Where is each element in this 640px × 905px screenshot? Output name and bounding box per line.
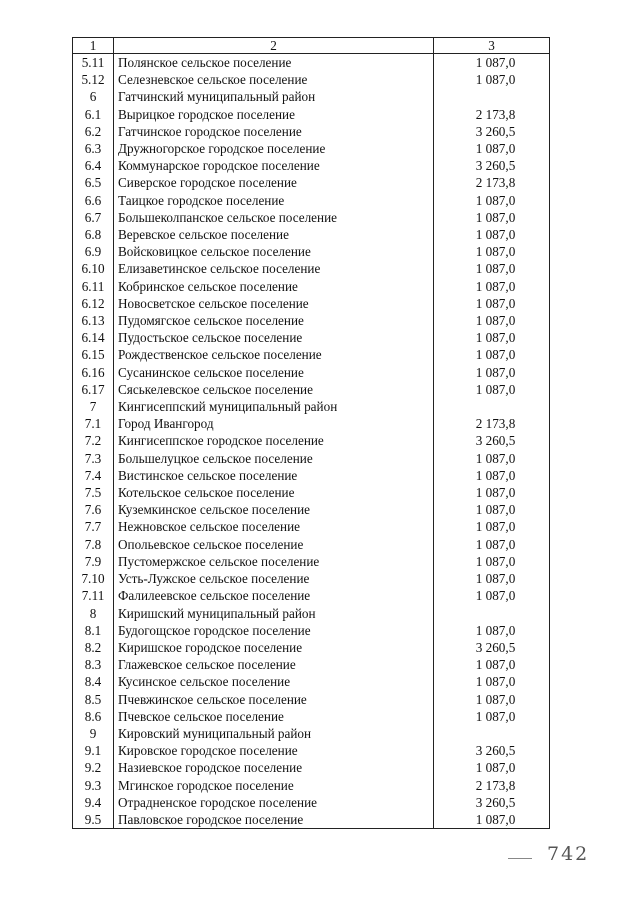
table-row [73,587,550,604]
row-number: 6.7 [73,209,114,226]
table-row [73,157,550,174]
row-value: 1 087,0 [434,759,550,776]
table-row [73,278,550,295]
row-number: 8.5 [73,691,114,708]
table-row [73,346,550,363]
table-row [73,295,550,312]
row-value: 1 087,0 [434,192,550,209]
row-value: 1 087,0 [434,553,550,570]
row-name: Пчевжинское сельское поселение [114,691,434,708]
row-name: Веревское сельское поселение [114,226,434,243]
row-name: Вистинское сельское поселение [114,467,434,484]
row-number: 9.3 [73,777,114,794]
table-row [73,536,550,553]
row-value: 1 087,0 [434,71,550,88]
row-name: Пудомягское сельское поселение [114,312,434,329]
table-row [73,174,550,191]
column-header-name: 2 [114,38,434,54]
row-name: Дружногорское городское поселение [114,140,434,157]
row-value: 1 087,0 [434,570,550,587]
table-row [73,432,550,449]
row-number: 7.3 [73,450,114,467]
row-name: Город Ивангород [114,415,434,432]
table-row [73,501,550,518]
row-value: 1 087,0 [434,295,550,312]
row-value: 3 260,5 [434,123,550,140]
row-number: 7.8 [73,536,114,553]
row-value: 1 087,0 [434,54,550,72]
table-row [73,553,550,570]
table-row [73,518,550,535]
row-number: 8.1 [73,622,114,639]
table-row [73,450,550,467]
row-number: 5.12 [73,71,114,88]
column-header-value: 3 [434,38,550,54]
row-number: 6.9 [73,243,114,260]
row-number: 6.5 [73,174,114,191]
row-number: 6.16 [73,364,114,381]
table-row [73,794,550,811]
row-value: 2 173,8 [434,106,550,123]
row-value: 1 087,0 [434,673,550,690]
row-name: Кировское городское поселение [114,742,434,759]
row-value: 1 087,0 [434,811,550,829]
row-number: 7.9 [73,553,114,570]
table-row [73,260,550,277]
row-value: 1 087,0 [434,656,550,673]
row-value: 1 087,0 [434,518,550,535]
row-name: Полянское сельское поселение [114,54,434,72]
row-value: 3 260,5 [434,794,550,811]
table-row [73,725,550,742]
row-number: 6.17 [73,381,114,398]
row-number: 9.2 [73,759,114,776]
row-value [434,605,550,622]
row-name: Пустомержское сельское поселение [114,553,434,570]
row-value: 1 087,0 [434,260,550,277]
row-value: 1 087,0 [434,691,550,708]
row-value: 1 087,0 [434,501,550,518]
row-name: Селезневское сельское поселение [114,71,434,88]
row-value: 2 173,8 [434,777,550,794]
row-value: 1 087,0 [434,346,550,363]
row-value: 1 087,0 [434,622,550,639]
table-row [73,88,550,105]
row-number: 7.10 [73,570,114,587]
row-value: 1 087,0 [434,209,550,226]
table-header-row [73,38,550,54]
row-name: Кусинское сельское поселение [114,673,434,690]
row-name: Коммунарское городское поселение [114,157,434,174]
row-number: 9.4 [73,794,114,811]
table-row [73,71,550,88]
row-number: 7 [73,398,114,415]
row-name: Фалилеевское сельское поселение [114,587,434,604]
row-number: 6.2 [73,123,114,140]
table-row [73,192,550,209]
row-value: 3 260,5 [434,742,550,759]
row-value: 1 087,0 [434,364,550,381]
row-number: 6.13 [73,312,114,329]
row-value [434,725,550,742]
row-number: 7.1 [73,415,114,432]
row-value: 1 087,0 [434,312,550,329]
row-name: Елизаветинское сельское поселение [114,260,434,277]
row-value: 3 260,5 [434,639,550,656]
row-number: 6 [73,88,114,105]
row-name: Кировский муниципальный район [114,725,434,742]
table-row [73,742,550,759]
column-header-number: 1 [73,38,114,54]
row-value [434,88,550,105]
table-row [73,811,550,829]
row-value: 1 087,0 [434,708,550,725]
row-number: 8 [73,605,114,622]
row-name: Сусанинское сельское поселение [114,364,434,381]
row-name: Назиевское городское поселение [114,759,434,776]
table-row [73,398,550,415]
table-row [73,673,550,690]
table-row [73,759,550,776]
row-value: 1 087,0 [434,450,550,467]
row-name: Куземкинское сельское поселение [114,501,434,518]
table-row [73,381,550,398]
row-name: Большеколпанское сельское поселение [114,209,434,226]
row-number: 9.5 [73,811,114,829]
row-number: 8.3 [73,656,114,673]
row-name: Опольевское сельское поселение [114,536,434,553]
row-number: 7.4 [73,467,114,484]
table-row [73,209,550,226]
table-row [73,467,550,484]
table-row [73,123,550,140]
row-number: 6.12 [73,295,114,312]
table-row [73,140,550,157]
row-number: 7.11 [73,587,114,604]
row-number: 9 [73,725,114,742]
row-value: 2 173,8 [434,415,550,432]
row-name: Сяськелевское сельское поселение [114,381,434,398]
row-value: 1 087,0 [434,587,550,604]
table-row [73,106,550,123]
row-value [434,398,550,415]
table-row [73,708,550,725]
row-name: Усть-Лужское сельское поселение [114,570,434,587]
row-value: 1 087,0 [434,226,550,243]
row-value: 1 087,0 [434,467,550,484]
row-number: 7.6 [73,501,114,518]
table-row [73,777,550,794]
row-name: Отрадненское городское поселение [114,794,434,811]
table-row [73,312,550,329]
row-value: 1 087,0 [434,484,550,501]
table-row [73,570,550,587]
table-row [73,54,550,72]
row-name: Войсковицкое сельское поселение [114,243,434,260]
table-row [73,484,550,501]
row-name: Таицкое городское поселение [114,192,434,209]
row-name: Новосветское сельское поселение [114,295,434,312]
row-value: 1 087,0 [434,381,550,398]
page-mark-line [508,858,532,859]
row-number: 9.1 [73,742,114,759]
row-name: Сиверское городское поселение [114,174,434,191]
allocation-table [72,37,550,829]
row-name: Глажевское сельское поселение [114,656,434,673]
row-number: 6.14 [73,329,114,346]
row-value: 1 087,0 [434,140,550,157]
row-number: 6.15 [73,346,114,363]
page-number: 742 [547,843,590,865]
row-number: 7.2 [73,432,114,449]
table-row [73,656,550,673]
row-value: 1 087,0 [434,243,550,260]
row-name: Рождественское сельское поселение [114,346,434,363]
row-name: Павловское городское поселение [114,811,434,829]
table-body [73,54,550,829]
row-name: Вырицкое городское поселение [114,106,434,123]
row-value: 2 173,8 [434,174,550,191]
row-number: 8.4 [73,673,114,690]
row-name: Киришское городское поселение [114,639,434,656]
row-value: 1 087,0 [434,536,550,553]
row-name: Кингисеппское городское поселение [114,432,434,449]
row-name: Кингисеппский муниципальный район [114,398,434,415]
table-row [73,622,550,639]
row-number: 8.2 [73,639,114,656]
row-number: 7.5 [73,484,114,501]
row-name: Котельское сельское поселение [114,484,434,501]
row-value: 3 260,5 [434,157,550,174]
row-number: 6.11 [73,278,114,295]
row-name: Пудостьское сельское поселение [114,329,434,346]
table-row [73,226,550,243]
row-name: Киришский муниципальный район [114,605,434,622]
table-row [73,329,550,346]
table-row [73,639,550,656]
row-number: 6.3 [73,140,114,157]
row-number: 6.10 [73,260,114,277]
table-row [73,605,550,622]
row-name: Мгинское городское поселение [114,777,434,794]
row-number: 5.11 [73,54,114,72]
row-number: 6.6 [73,192,114,209]
row-name: Большелуцкое сельское поселение [114,450,434,467]
table-row [73,243,550,260]
table-row [73,415,550,432]
row-value: 3 260,5 [434,432,550,449]
row-name: Кобринское сельское поселение [114,278,434,295]
row-number: 6.4 [73,157,114,174]
table-row [73,691,550,708]
row-name: Пчевское сельское поселение [114,708,434,725]
row-number: 6.8 [73,226,114,243]
row-name: Будогощское городское поселение [114,622,434,639]
row-value: 1 087,0 [434,329,550,346]
row-name: Гатчинский муниципальный район [114,88,434,105]
row-name: Нежновское сельское поселение [114,518,434,535]
table-row [73,364,550,381]
row-number: 8.6 [73,708,114,725]
row-value: 1 087,0 [434,278,550,295]
row-name: Гатчинское городское поселение [114,123,434,140]
row-number: 7.7 [73,518,114,535]
row-number: 6.1 [73,106,114,123]
